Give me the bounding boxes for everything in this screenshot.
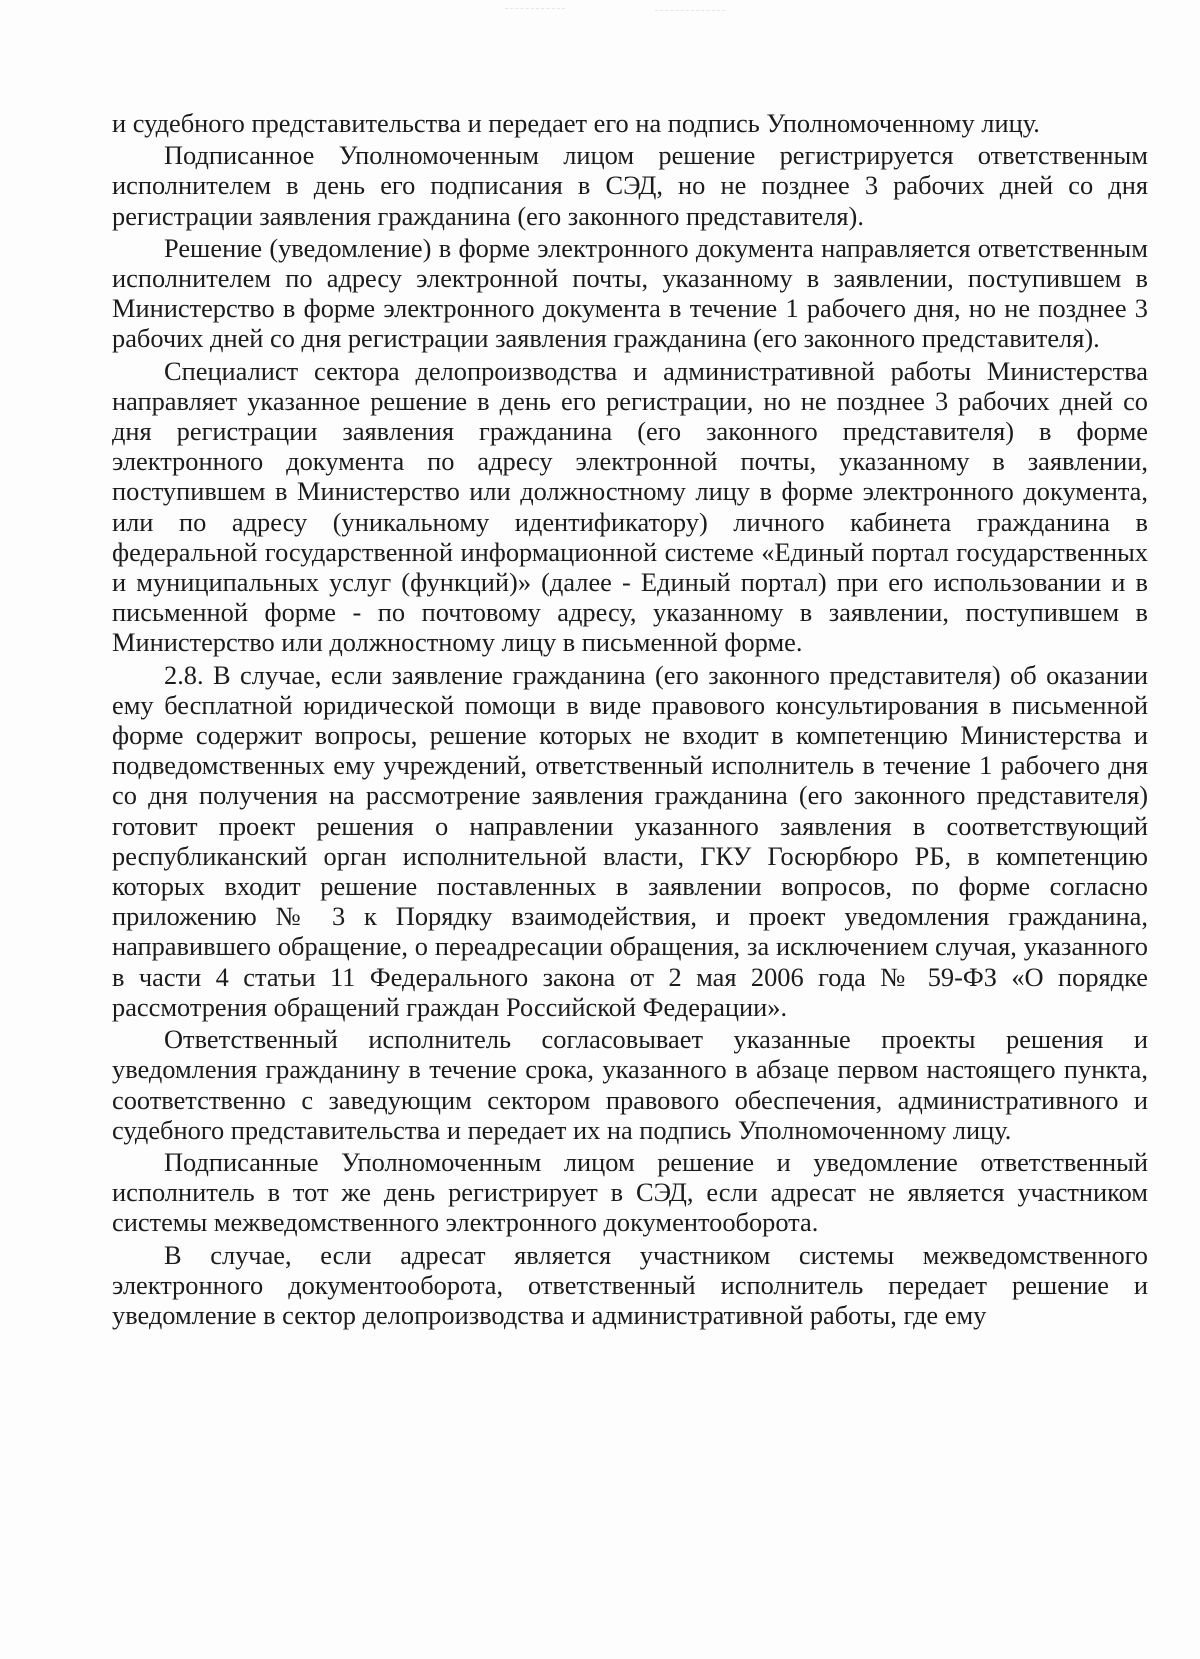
scan-artifact <box>655 2 725 11</box>
scan-artifact <box>505 0 565 9</box>
document-body <box>112 108 1148 1332</box>
paragraph-interagency-participant: В случае, если адресат является участником системы межведомственного электронного документооборота, ответственный исполнитель передает решение и уведомление в сектор делопроизводства и административной работы, где ему <box>112 1239 1148 1330</box>
paragraph-electronic-decision: Решение (уведомление) в форме электронного документа направляется ответственным исполнителем по адресу электронной почты, указанному в заявлении, поступившем в Министерство в форме электронного документа в течение 1 рабочего дня, но не позднее 3 рабочих дней со дня регистрации заявления гражданина (его законного представителя). <box>112 232 1148 354</box>
paragraph-approval-of-drafts: Ответственный исполнитель согласовывает указанные проекты решения и уведомления гражданину в течение срока, указанного в абзаце первом настоящего пункта, соответственно с заведующим сектором правового обеспечения, административного и судебного представительства и передает их на подпись Уполномоченному лицу. <box>112 1024 1148 1145</box>
paragraph-registration-in-sed: Подписанные Уполномоченным лицом решение и уведомление ответственный исполнитель в тот же день регистрирует в СЭД, если адресат не является участником системы межведомственного электронного документооборота. <box>112 1146 1148 1238</box>
paragraph-specialist-sends-decision: Специалист сектора делопроизводства и административной работы Министерства направляет указанное решение в день его регистрации, но не позднее 3 рабочих дней со дня регистрации заявления гражданина (его законного представителя) в форме электронного документа по адресу электронной почты, указанному в заявлении, поступившем в Министерство или должностному лицу в форме электронного документа, или по адресу (уникальному идентификатору) личного кабинета гражданина в федеральной государственной информационной системе «Единый портал государственных и муниципальных услуг (функций)» (далее - Единый портал) при его использовании и в письменной форме - по почтовому адресу, указанному в заявлении, поступившем в Министерство или должностному лицу в письменной форме. <box>112 355 1148 658</box>
paragraph-continuation: и судебного представительства и передает его на подпись Уполномоченному лицу. <box>112 108 1040 138</box>
paragraph-signed-decision-registration: Подписанное Уполномоченным лицом решение регистрируется ответственным исполнителем в день его подписания в СЭД, но не позднее 3 рабочих дней со дня регистрации заявления гражданина (его законного представителя). <box>112 140 1148 231</box>
paragraph-2-8: 2.8. В случае, если заявление гражданина (его законного представителя) об оказании ему бесплатной юридической помощи в виде правового консультирования в письменной форме содержит вопросы, решение которых не входит в компетенцию Министерства и подведомственных ему учреждений, ответственный исполнитель в течение 1 рабочего дня со дня получения на рассмотрение заявления гражданина (его законного представителя) готовит проект решения о направлении указанного заявления в соответствующий республиканский орган исполнительной власти, ГКУ Госюрбюро РБ, в компетенцию которых входит решение поставленных в заявлении вопросов, по форме согласно приложению № 3 к Порядку взаимодействия, и проект уведомления гражданина, направившего обращение, о переадресации обращения, за исключением случая, указанного в части 4 статьи 11 Федерального закона от 2 мая 2006 года № 59-ФЗ «О порядке рассмотрения обращений граждан Российской Федерации». <box>112 659 1148 1022</box>
